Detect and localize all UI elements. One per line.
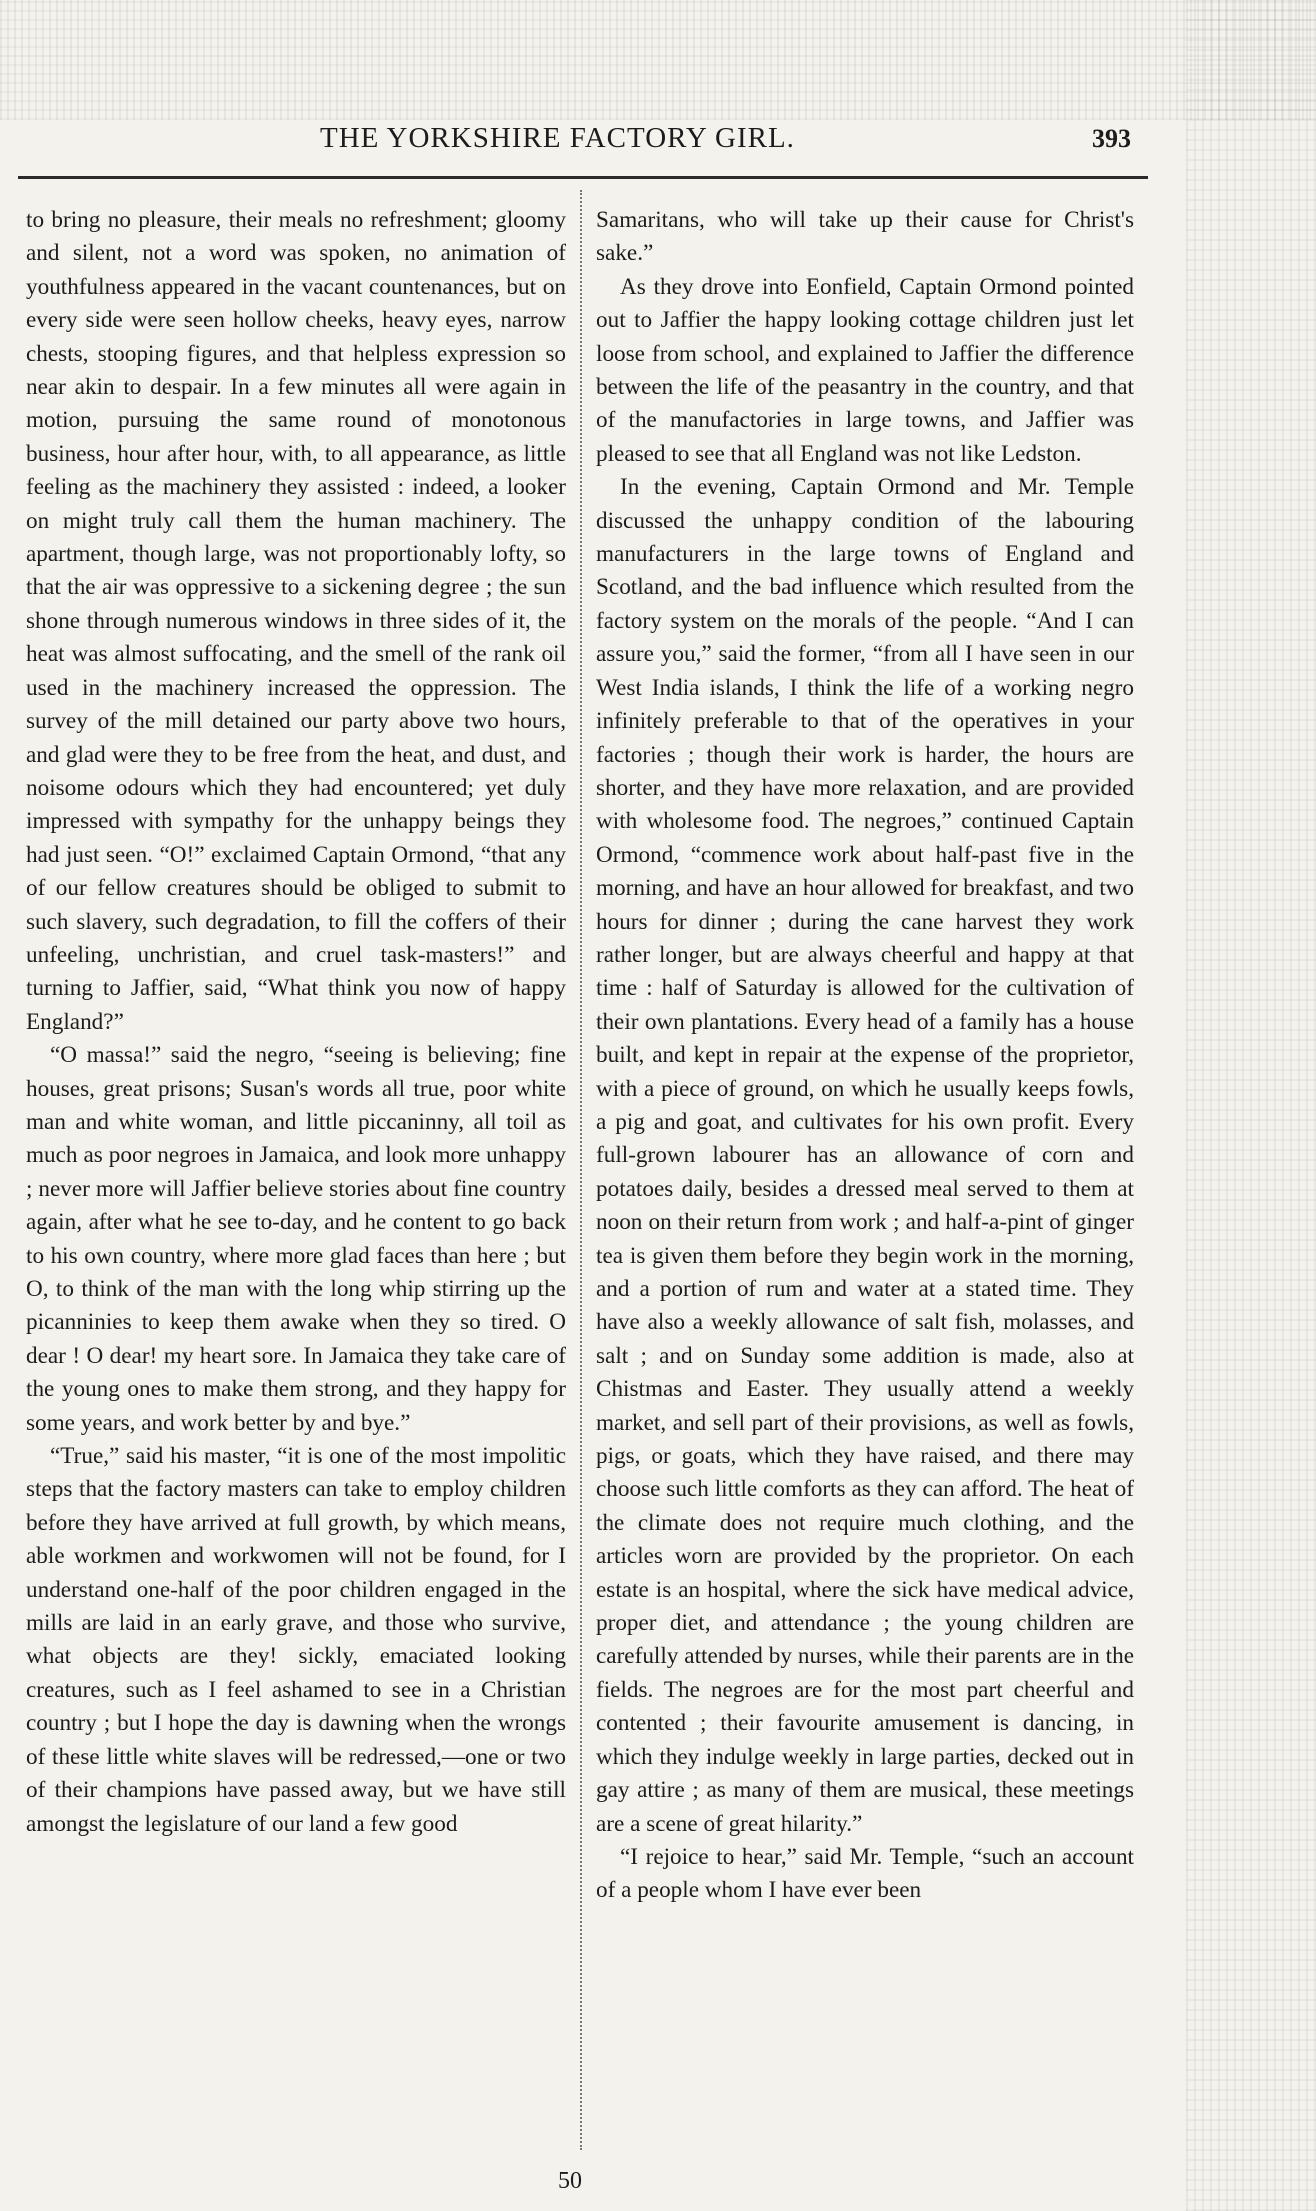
column-divider bbox=[580, 190, 583, 2150]
left-column bbox=[26, 204, 566, 2134]
right-column bbox=[596, 204, 1134, 2134]
page-header bbox=[0, 118, 1316, 168]
signature-mark: 50 bbox=[558, 2168, 582, 2194]
page-number: 393 bbox=[1092, 124, 1131, 153]
paragraph: As they drove into Eonfield, Captain Ormond pointed out to Jaffier the happy looking cottage children just let loose from school, and explained to Jaffier the difference between the life of the peasantry in the country, and that of the manufactories in large towns, and Jaffier was pleased to see that all England was not like Ledston. bbox=[596, 273, 1134, 467]
paragraph: Samaritans, who will take up their cause for Christ's sake.” bbox=[596, 207, 1134, 267]
paragraph: “True,” said his master, “it is one of the most impolitic steps that the factory masters can take to employ children before they have arrived at full growth, by which means, able workmen and workwomen will not be found, for I understand one-half of the poor children engaged in the mills are laid in an early grave, and those who survive, what objects are they! sickly, emaciated looking creatures, such as I feel ashamed to see in a Christian country ; but I hope the day is dawning when the wrongs of these little white slaves will be redressed,—one or two of their champions have passed away, but we have still amongst the legislature of our land a few good bbox=[26, 1443, 566, 1837]
page-edge-speckle-right bbox=[1186, 0, 1316, 2211]
paragraph: In the evening, Captain Ormond and Mr. Temple discussed the unhappy condition of the labouring manufacturers in the large towns of England and Scotland, and the bad influence which resulted from the factory system on the morals of the people. “And I can assure you,” said the former, “from all I have seen in our West India islands, I think the life of a working negro infinitely preferable to that of the operatives in your factories ; though their work is harder, the hours are shorter, and they have more relaxation, and are provided with wholesome food. The negroes,” continued Captain Ormond, “commence work about half-past five in the morning, and have an hour allowed for breakfast, and two hours for dinner ; during the cane harvest they work rather longer, but are always cheerful and happy at that time : half of Saturday is allowed for the cultivation of their own plantations. Every head of a family has a house built, and kept in repair at the expense of the proprietor, with a piece of ground, on which he usually keeps fowls, a pig and goat, and cultivates for his own profit. Every full-grown labourer has an allowance of corn and potatoes daily, besides a dressed meal served to them at noon on their return from work ; and half-a-pint of ginger tea is given them before they begin work in the morning, and a portion of rum and water at a stated time. They have also a weekly allowance of salt fish, molasses, and salt ; and on Sunday some addition is made, also at Chistmas and Easter. They usually attend a weekly market, and sell part of their provisions, as well as fowls, pigs, or goats, which they have raised, and there may choose such little comforts as they can afford. The heat of the climate does not require much clothing, and the articles worn are provided by the proprietor. On each estate is an hospital, where the sick have medical advice, proper diet, and attendance ; the young children are carefully attended by nurses, while their parents are in the fields. The negroes are for the most part cheerful and contented ; their favourite amusement is dancing, in which they indulge weekly in large parties, decked out in gay attire ; as many of them are musical, these meetings are a scene of great hilarity.” bbox=[596, 474, 1134, 1837]
paragraph: to bring no pleasure, their meals no refreshment; gloomy and silent, not a word was spoken, no animation of youthfulness appeared in the vacant countenances, but on every side were seen hollow cheeks, heavy eyes, narrow chests, stooping figures, and that helpless expression so near akin to despair. In a few minutes all were again in motion, pursuing the same round of monotonous business, hour after hour, with, to all appearance, as little feeling as the machinery they assisted : indeed, a looker on might truly call them the human machinery. The apartment, though large, was not proportionably lofty, so that the air was oppressive to a sickening degree ; the sun shone through numerous windows in three sides of it, the heat was almost suffocating, and the smell of the rank oil used in the machinery increased the oppression. The survey of the mill detained our party above two hours, and glad were they to be free from the heat, and dust, and noisome odours which they had encountered; yet duly impressed with sympathy for the unhappy beings they had just seen. “O!” exclaimed Captain Ormond, “that any of our fellow creatures should be obliged to submit to such slavery, such degradation, to fill the coffers of their unfeeling, unchristian, and cruel task-masters!” and turning to Jaffier, said, “What think you now of happy England?” bbox=[26, 207, 566, 1035]
page-edge-speckle-top bbox=[0, 0, 1316, 120]
paragraph: “O massa!” said the negro, “seeing is believing; fine houses, great prisons; Susan's words all true, poor white man and white woman, and little piccaninny, all toil as much as poor negroes in Jamaica, and look more unhappy ; never more will Jaffier believe stories about fine country again, after what he see to-day, and he content to go back to his own country, where more glad faces than here ; but O, to think of the man with the long whip stirring up the picanninies to keep them awake when they so tired. O dear ! O dear! my heart sore. In Jamaica they take care of the young ones to make them strong, and they happy for some years, and work better by and bye.” bbox=[26, 1042, 566, 1436]
header-rule bbox=[18, 176, 1148, 179]
paragraph: “I rejoice to hear,” said Mr. Temple, “such an account of a people whom I have ever been bbox=[596, 1843, 1134, 1904]
running-title: THE YORKSHIRE FACTORY GIRL. bbox=[320, 122, 795, 154]
